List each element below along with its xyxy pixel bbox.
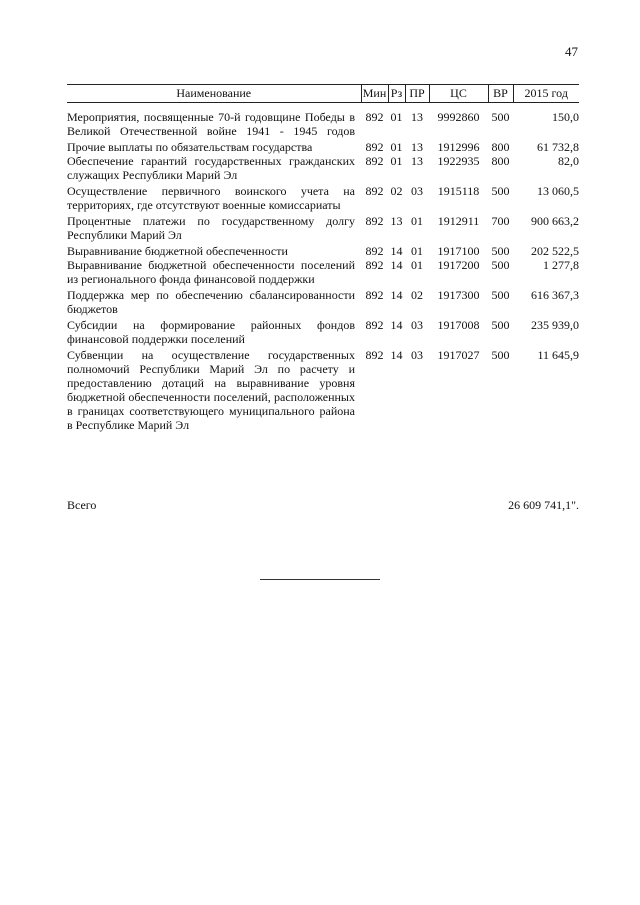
row-pr: 03 [411, 184, 423, 198]
header-pr: ПР [405, 85, 429, 103]
row-vr: 500 [491, 184, 510, 198]
row-name: Выравнивание бюджетной обеспеченности [67, 244, 288, 258]
budget-table [67, 84, 579, 432]
row-amount: 150,0 [552, 110, 579, 124]
row-vr: 500 [491, 288, 510, 302]
row-pr: 13 [411, 140, 423, 154]
row-rz: 01 [390, 154, 403, 168]
row-vr: 500 [491, 348, 510, 362]
row-min: 892 [365, 184, 384, 198]
header-year: 2015 год [513, 85, 579, 103]
row-min: 892 [365, 154, 384, 168]
row-rz: 14 [390, 244, 403, 258]
row-name: Поддержка мер по обеспечению сбалансированности бюджетов [67, 288, 355, 316]
row-name: Процентные платежи по государственному долгу Республики Марий Эл [67, 214, 355, 242]
row-vr: 800 [491, 140, 510, 154]
row-cs: 1912911 [437, 214, 480, 228]
row-name: Субсидии на формирование районных фондов финансовой поддержки поселений [67, 318, 355, 346]
row-rz: 13 [390, 214, 403, 228]
row-amount: 616 367,3 [531, 288, 579, 302]
row-name: Прочие выплаты по обязательствам государства [67, 140, 313, 154]
row-vr: 800 [491, 154, 510, 168]
row-amount: 900 663,2 [531, 214, 579, 228]
table-row [67, 182, 579, 212]
row-amount: 11 645,9 [537, 348, 579, 362]
row-pr: 13 [411, 154, 423, 168]
row-vr: 500 [491, 244, 510, 258]
page-number: 47 [565, 44, 578, 59]
row-min: 892 [365, 244, 384, 258]
end-divider [260, 579, 380, 580]
row-pr: 01 [411, 244, 423, 258]
row-cs: 1922935 [437, 154, 480, 168]
total-amount: 26 609 741,1". [508, 498, 579, 512]
row-vr: 500 [491, 110, 510, 124]
row-pr: 01 [411, 214, 423, 228]
row-name: Обеспечение гарантий государственных гражданских служащих Республики Марий Эл [67, 154, 355, 182]
row-amount: 1 277,8 [543, 258, 579, 272]
table-header [67, 85, 579, 103]
row-name: Осуществление первичного воинского учета на территориях, где отсутствуют военные комиссариаты [67, 184, 355, 212]
row-cs: 1912996 [437, 140, 480, 154]
row-rz: 02 [390, 184, 403, 198]
total-label: Всего [67, 498, 97, 512]
table-row [67, 212, 579, 242]
row-rz: 14 [390, 258, 403, 272]
row-min: 892 [365, 258, 384, 272]
row-cs: 9992860 [437, 110, 480, 124]
row-min: 892 [365, 110, 384, 124]
row-min: 892 [365, 140, 384, 154]
row-rz: 14 [390, 288, 403, 302]
row-cs: 1917100 [437, 244, 480, 258]
header-min: Мин [361, 85, 388, 103]
row-cs: 1917027 [437, 348, 480, 362]
row-amount: 82,0 [558, 154, 579, 168]
header-rz: Рз [388, 85, 405, 103]
row-rz: 01 [390, 110, 403, 124]
row-cs: 1917200 [437, 258, 480, 272]
table-body [67, 103, 579, 433]
row-vr: 700 [491, 214, 510, 228]
header-vr: ВР [488, 85, 513, 103]
row-min: 892 [365, 318, 384, 332]
row-pr: 02 [411, 288, 423, 302]
row-amount: 235 939,0 [531, 318, 579, 332]
row-rz: 14 [390, 318, 403, 332]
row-min: 892 [365, 214, 384, 228]
header-name: Наименование [67, 85, 361, 103]
row-cs: 1917300 [437, 288, 480, 302]
row-name: Выравнивание бюджетной обеспеченности поселений из регионального фонда финансовой поддержки [67, 258, 355, 286]
row-pr: 03 [411, 348, 423, 362]
row-rz: 14 [390, 348, 403, 362]
row-amount: 202 522,5 [531, 244, 579, 258]
row-rz: 01 [390, 140, 403, 154]
table-row [67, 103, 579, 139]
table-row [67, 346, 579, 432]
row-pr: 01 [411, 258, 423, 272]
header-cs: ЦС [429, 85, 488, 103]
table-row [67, 138, 579, 154]
table-row [67, 316, 579, 346]
row-pr: 13 [411, 110, 423, 124]
table-row [67, 258, 579, 286]
row-name: Мероприятия, посвященные 70-й годовщине Победы в Великой Отечественной войне 1941 - 1945 годов [67, 110, 355, 138]
row-pr: 03 [411, 318, 423, 332]
table-row [67, 154, 579, 182]
row-vr: 500 [491, 318, 510, 332]
row-cs: 1915118 [437, 184, 480, 198]
total-row [67, 498, 579, 514]
table-row [67, 242, 579, 258]
row-cs: 1917008 [437, 318, 480, 332]
row-amount: 13 060,5 [537, 184, 579, 198]
table-row [67, 286, 579, 316]
row-vr: 500 [491, 258, 510, 272]
row-amount: 61 732,8 [537, 140, 579, 154]
row-min: 892 [365, 288, 384, 302]
row-name: Субвенции на осуществление государственных полномочий Республики Марий Эл по расчету и предоставлению дотаций на выравнивание уровня бюджетной обеспеченности поселений, расположенных в границах соответствующего муниципального района в Республике Марий Эл [67, 348, 355, 432]
row-min: 892 [365, 348, 384, 362]
